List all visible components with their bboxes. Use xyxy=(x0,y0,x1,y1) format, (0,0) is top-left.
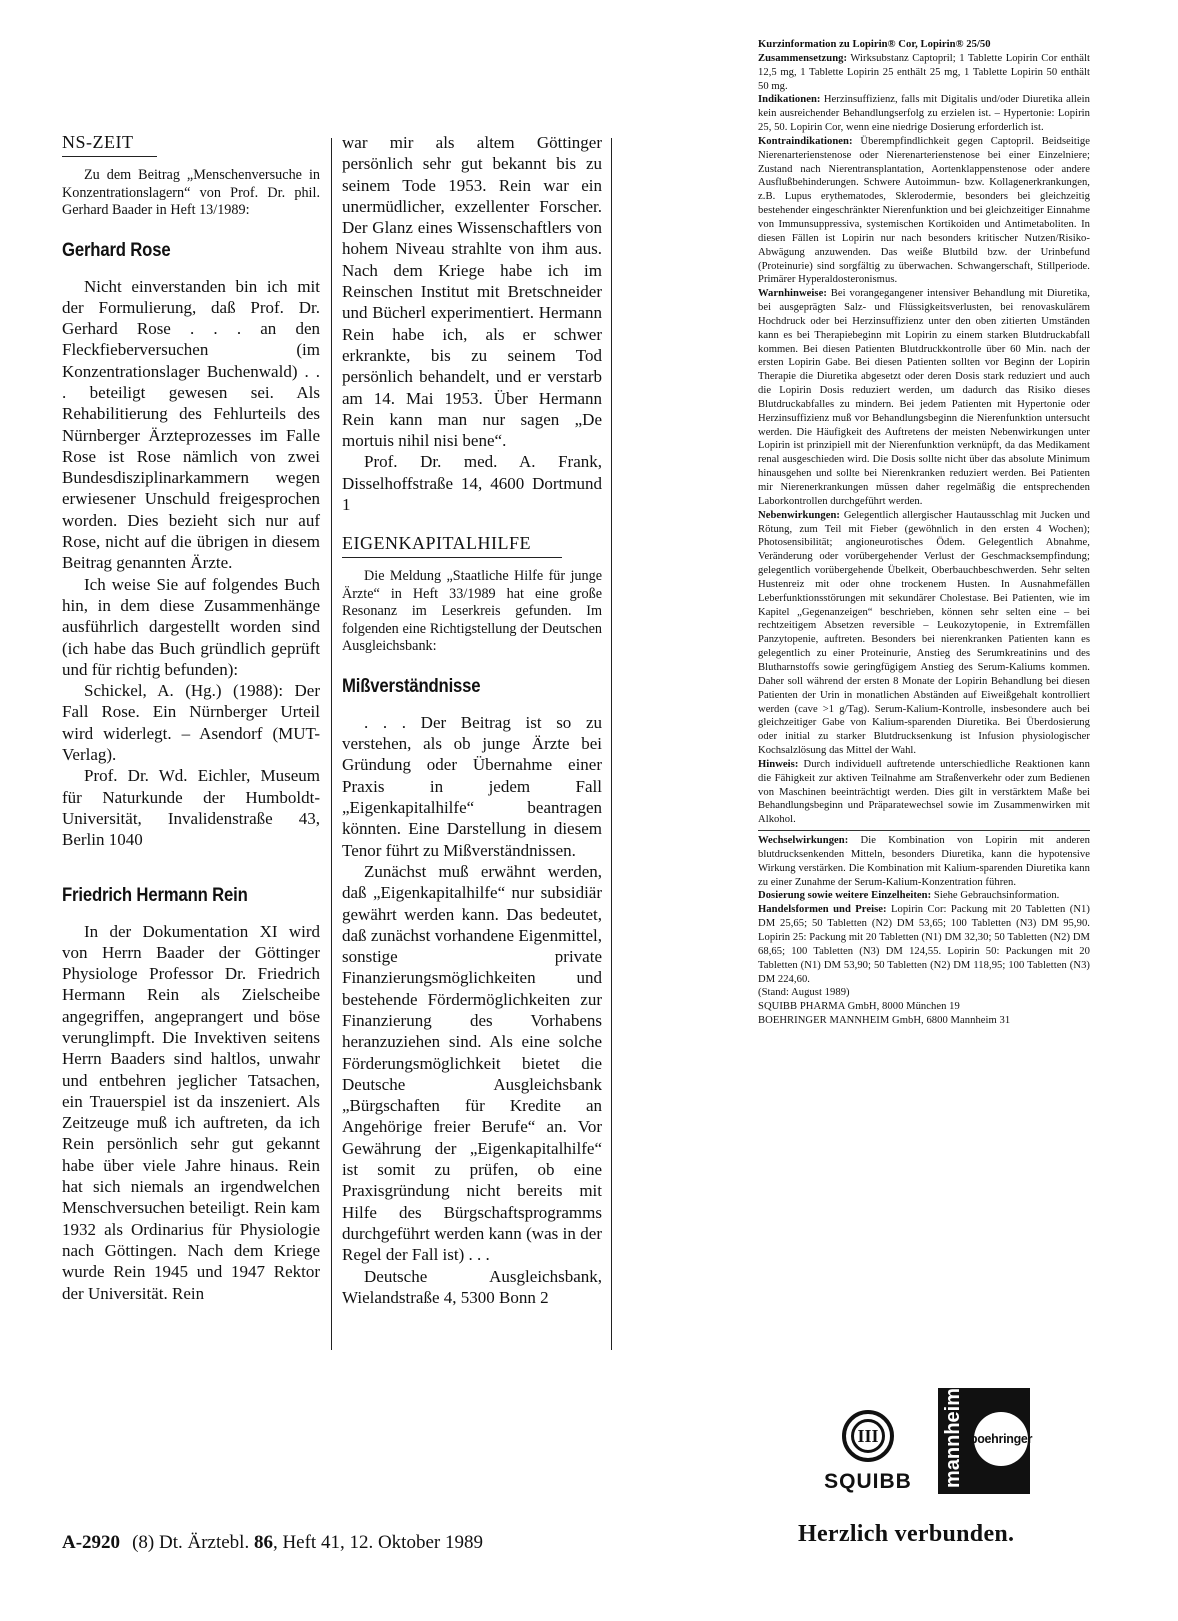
column-divider xyxy=(331,138,332,1350)
ad-slogan: Herzlich verbunden. xyxy=(798,1521,1015,1547)
letter-body xyxy=(342,132,602,515)
article-intro: Die Meldung „Staatliche Hilfe für junge Ärzte“ in Heft 33/1989 hat eine große Resonanz im Leserkreis gefunden. Im folgenden eine Richtigstellung der Deutschen Ausgleichsbank: xyxy=(342,568,602,655)
letter-heading: Mißverständnisse xyxy=(342,675,481,697)
ad-block xyxy=(758,834,1090,889)
paragraph: . . . Der Beitrag ist so zu verstehen, als ob junge Ärzte bei Gründung oder Übernahme einer Praxis in jedem Fall „Eigenkapitalhilfe“ beantragen könnten. Eine Darstellung in diesem Tenor führt zu Mißverständnissen. xyxy=(342,712,602,860)
squibb-logo-icon xyxy=(842,1410,894,1462)
ad-label: Warnhinweise: xyxy=(758,288,827,300)
section-title: EIGENKAPITALHILFE xyxy=(342,533,562,558)
ad-title: Kurzinformation zu Lopirin® Cor, Lopirin® 25/50 xyxy=(758,39,991,50)
letter-body xyxy=(62,921,320,1304)
boehringer-mannheim-logo xyxy=(938,1387,1033,1494)
paragraph: Prof. Dr. med. A. Frank, Disselhoffstraße 14, 4600 Dortmund 1 xyxy=(342,452,602,515)
ad-block xyxy=(758,93,1090,135)
ad-label: Zusammensetzung: xyxy=(758,52,848,64)
ad-text: Siehe Gebrauchsinformation. xyxy=(931,890,1060,902)
ad-block xyxy=(758,903,1090,986)
squibb-logo-text: SQUIBB xyxy=(824,1470,912,1493)
ad-label: Hinweis: xyxy=(758,758,799,770)
paragraph: Deutsche Ausgleichsbank, Wielandstraße 4, 5300 Bonn 2 xyxy=(342,1266,602,1307)
journal-issue: , Heft 41, 12. Oktober 1989 xyxy=(272,1532,483,1553)
ad-company: BOEHRINGER MANNHEIM GmbH, 6800 Mannheim 31 xyxy=(758,1015,1011,1027)
paragraph: Schickel, A. (Hg.) (1988): Der Fall Rose. Ein Nürnberger Urteil wird widerlegt. – Asendorf (MUT-Verlag). xyxy=(62,681,320,765)
paragraph: Zunächst muß erwähnt werden, daß „Eigenkapitalhilfe“ nur subsidiär gewährt werden kann. Das bedeutet, daß zunächst vorhandene Eigenmittel, sonstige private Finanzierungsmöglichkeiten und bestehende Fördermöglichkeiten zur Finanzierung des Vorhabens heranzuziehen sind. Als eine solche Förderungsmöglichkeit bietet die Deutsche Ausgleichsbank „Bürgschaften für Kredite an Angehörige freier Berufe“ an. Vor Gewährung der „Eigenkapitalhilfe“ ist somit zu prüfen, ob eine Praxisgründung nicht bereits mit Hilfe des Bürgschaftsprogramms durchgeführt werden kann (was in der Regel der Fall ist) . . . xyxy=(342,861,602,1265)
ad-label: Handelsformen und Preise: xyxy=(758,904,887,916)
ad-label: Nebenwirkungen: xyxy=(758,509,840,521)
squibb-numeral: III xyxy=(857,1425,879,1446)
letter-body xyxy=(62,276,320,851)
ad-divider xyxy=(758,830,1090,831)
journal-name: (8) Dt. Ärztebl. xyxy=(132,1532,250,1553)
mannheim-logo-text: mannheim xyxy=(942,1387,964,1488)
drug-information-ad xyxy=(758,38,1090,1028)
ad-stand: (Stand: August 1989) xyxy=(758,987,850,999)
paragraph: Nicht einverstanden bin ich mit der Formulierung, daß Prof. Dr. Gerhard Rose . . . an den Fleckfieberversuchen (im Konzentrationslager Buchenwald) . . . beteiligt gewesen sei. Als Rehabilitierung des Fehlurteils des Nürnberger Ärzteprozesses im Falle Rose ist Rose nämlich von zwei Bundesdisziplinarkammern wegen erwiesener Unschuld freigesprochen worden. Dies bezieht sich nur auf Rose, nicht auf die übrigen in diesem Beitrag genannten Ärzte. xyxy=(62,276,320,573)
ad-text: Herzinsuffizienz, falls mit Digitalis und/oder Diuretika allein kein ausreichender Behandlungserfolg zu erzielen ist. – Hypertonie: Lopirin 25, 50. Lopirin Cor, wenn eine niedrige Dosierung erforderlich ist. xyxy=(758,94,1090,134)
article-intro: Zu dem Beitrag „Menschenversuche in Konzentrationslagern“ von Prof. Dr. phil. Gerhard Baader in Heft 13/1989: xyxy=(62,167,320,218)
ad-company: SQUIBB PHARMA GmbH, 8000 München 19 xyxy=(758,1001,960,1013)
ad-block xyxy=(758,135,1090,287)
ad-text: Überempfindlichkeit gegen Captopril. Beidseitige Nierenarterienstenose oder Nierenarterienstenose bei einer Einzelniere; Zustand nach Nierentransplantation, Aortenklappenstenose oder andere Ausflußbehinderungen. Schwere Autoimmun- bzw. Kollagenerkrankungen, z.B. Lupus erythematodes, Sklerodermie, besonders bei gleichzeitig bestehender eingeschränkter Nierenfunktion und bei gleichzeitiger Einnahme von Immunsuppressiva, systemischen Kortikoiden und Antimetaboliten. In diesen Fällen ist Lopirin nur nach besonders kritischer Nutzen/Risiko-Abwägung anzuwenden. Das weiße Blutbild bzw. der Urinbefund (Proteinurie) sind sorgfältig zu überwachen. Schwangerschaft, Stillperiode. Primärer Hyperaldosteronismus. xyxy=(758,135,1090,286)
column-divider xyxy=(611,138,612,1350)
ad-text: Wirksubstanz Captopril; 1 Tablette Lopirin Cor enthält 12,5 mg, 1 Tablette Lopirin 25 enthält 25 mg, 1 Tablette Lopirin 50 enthält 50 mg. xyxy=(758,52,1090,92)
ad-text: Bei vorangegangener intensiver Behandlung mit Diuretika, bei ausgeprägten Salz- und Flüssigkeitsverlusten, bei renovaskulärem Hochdruck oder bei Herzinsuffizienz unter den oben zitierten Umständen kann es bei Therapiebeginn mit Lopirin zu einem starken Blutdruckabfall kommen. Bei diesen Patienten Blutdruckkontrolle über 60 Min. nach der ersten Lopirin Gabe. Bei diesen Patienten sollten vor Beginn der Lopirin Therapie die Diuretika abgesetzt oder deren Dosis stark reduziert und auch die Lopirin Dosis reduziert werden, um dadurch das Risiko dieses Blutdruckabfalles zu mindern. Bei jedem Patienten mit Hypertonie oder Herzinsuffizienz muß vor Behandlungsbeginn die Nierenfunktion untersucht werden. Die Häufigkeit des Auftretens der meisten Nebenwirkungen unter Lopirin ist prinzipiell mit der Nierenfunktion verknüpft, da das Medikament renal ausgeschieden wird. Die Dosis sollte nicht über das absolute Minimum hinausgehen und sollte bei Nierenkranken reduziert werden. Bei Patienten mir Nierenerkrankungen müssen daher regelmäßig die entsprechenden Laborkontrollen durchgeführt werden. xyxy=(758,288,1090,507)
ad-text: Lopirin Cor: Packung mit 20 Tabletten (N1) DM 25,65; 50 Tabletten (N2) DM 53,65; 100 Tabletten (N3) DM 95,90. Lopirin 25: Packung mit 20 Tabletten (N1) DM 32,30; 50 Tabletten (N2) DM 68,65; 100 Tabletten (N3) DM 124,55. Lopirin 50: Packungen mit 20 Tabletten (N1) DM 53,90; 50 Tabletten (N2) DM 118,95; 100 Tabletten (N3) DM 224,60. xyxy=(758,904,1090,985)
ad-label: Kontraindikationen: xyxy=(758,135,853,147)
journal-volume: 86 xyxy=(253,1532,273,1553)
letter-body xyxy=(342,712,602,1308)
ad-text: Die Kombination von Lopirin mit anderen blutdrucksenkenden Mitteln, besonders Diuretika, kann die hypotensive Wirkung verstärken. Die Kombination mit Kalium-sparenden Diuretika kann zu einer Zunahme der Serum-Kalium-Konzentration führen. xyxy=(758,835,1090,888)
ad-block xyxy=(758,509,1090,758)
section-title: NS-ZEIT xyxy=(62,132,157,157)
ad-block xyxy=(758,287,1090,509)
ad-block xyxy=(758,889,1090,903)
letter-heading: Gerhard Rose xyxy=(62,239,171,261)
page-footer xyxy=(62,1532,483,1554)
letter-heading: Friedrich Hermann Rein xyxy=(62,884,248,906)
ad-block xyxy=(758,52,1090,94)
page-number: A-2920 xyxy=(62,1532,121,1553)
paragraph: war mir als altem Göttinger persönlich sehr gut bekannt bis zu seinem Tode 1953. Rein war ein unermüdlicher, exzellenter Forscher. Der Glanz eines Wissenschaftlers von hohem Niveau strahlte von ihm aus. Nach dem Kriege habe ich im Reinschen Institut mit Bretschneider und Bücherl experimentiert. Hermann Rein habe ich, als er schwer erkrankte, bis zu seinem Tod persönlich behandelt, und er verstarb am 14. Mai 1953. Über Hermann Rein kann man nur sagen „De mortuis nihil nisi bene“. xyxy=(342,133,602,451)
boehringer-logo-circle xyxy=(969,1412,1033,1466)
boehringer-logo-text: boehringer xyxy=(969,1432,1033,1446)
ad-label: Wechselwirkungen: xyxy=(758,835,849,847)
ad-label: Indikationen: xyxy=(758,94,821,106)
ad-logos xyxy=(820,1388,1050,1498)
paragraph: Prof. Dr. Wd. Eichler, Museum für Naturkunde der Humboldt-Universität, Invalidenstraße 43, Berlin 1040 xyxy=(62,766,320,850)
ad-text: Durch individuell auftretende unterschiedliche Reaktionen kann die Fähigkeit zur aktiven Teilnahme am Straßenverkehr oder zum Bedienen von Maschinen beeinträchtigt werden. Dies gilt in verstärktem Maße bei Behandlungsbeginn und Präparatewechsel sowie im Zusammenwirken mit Alkohol. xyxy=(758,758,1090,826)
paragraph: In der Dokumentation XI wird von Herrn Baader der Göttinger Physiologe Professor Dr. Friedrich Hermann Rein als Zielscheibe angegriffen, angeprangert und böse verunglimpft. Die Invektiven seitens Herrn Baaders sind haltlos, unwahr und entbehren jeglicher Tatsachen, ein Trauerspiel ist da inszeniert. Als Zeitzeuge muß ich auftreten, da ich Rein persönlich sehr gut gekannt habe über viele Jahre hinaus. Rein hat sich niemals an irgendwelchen Menschversuchen beteiligt. Rein kam 1932 als Ordinarius für Physiologie nach Göttingen. Nach dem Kriege wurde Rein 1945 und 1947 Rektor der Universität. Rein xyxy=(62,921,320,1303)
paragraph: Ich weise Sie auf folgendes Buch hin, in dem diese Zusammenhänge ausführlich dargestellt worden sind (ich habe das Buch gründlich geprüft und für richtig befunden): xyxy=(62,574,320,679)
ad-label: Dosierung sowie weitere Einzelheiten: xyxy=(758,890,932,902)
middle-column xyxy=(342,132,602,1308)
left-column xyxy=(62,132,320,1304)
ad-block xyxy=(758,758,1090,827)
ad-text: Gelegentlich allergischer Hautausschlag mit Jucken und Rötung, zum Teil mit Fieber (gewöhnlich in den ersten 4 Wochen); Photosensibilität; angioneurotisches Ödem. Gelegentlich Abnahme, Veränderung oder vorübergehender Verlust der Geschmacksempfindung; gelegentlich vorübergehende Übelkeit, Oberbauchbeschwerden. Sehr selten Hustenreiz mit oder ohne trockenem Husten. In Ausnahmefällen Leberfunktionsstörungen mit sekundärer Cholestase. Bei Patienten, wie im Kapitel „Gegenanzeigen“ beschrieben, können sehr selten eine – bei rechtzeitigem Absetzen reversible – Leukozytopenie, in Extremfällen Panzytopenie, auftreten. Besonders bei nierenkranken Patienten kann es gelegentlich zu einer Proteinurie, Anstieg des Serumkreatinins und des Blutharnstoffs sowie geringfügigem Anstieg des Serum-Kaliums kommen. Daher soll während der ersten 8 Monate der Lopirin Behandlung bei diesen Patienten der Urin in monatlichen Abständen auf Eiweißgehalt kontrolliert werden (cave >1 g/Tag). Serum-Kalium-Kontrolle, insbesondere auch bei gleichzeitiger Gabe von Kalium-sparenden Diuretika. Bei Überdosierung oder initial zu starker Blutdrucksenkung ist Infusion physiologischer Kochsalzlösung das Mittel der Wahl. xyxy=(758,509,1090,757)
